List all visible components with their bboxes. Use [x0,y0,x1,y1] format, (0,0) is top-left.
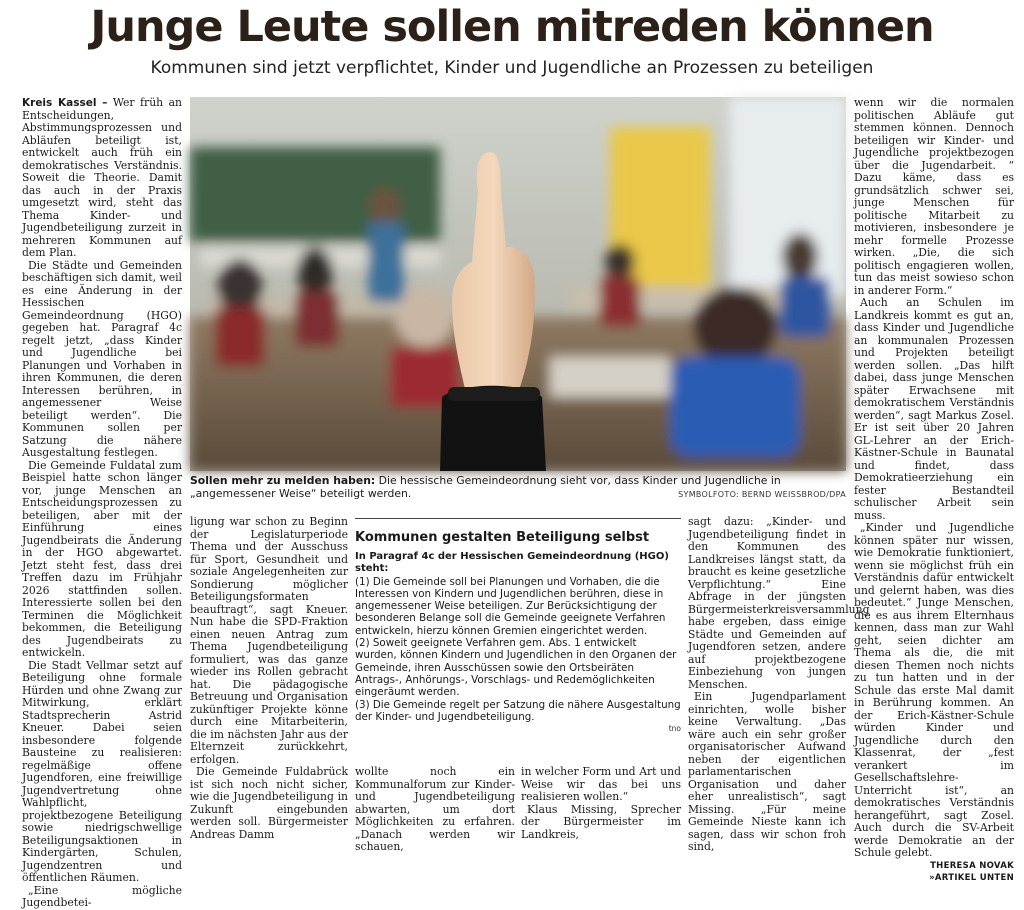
paragraph: „Kinder und Jugendliche können später nur wissen, wie Demokratie funktioniert, wenn sie möglichst früh ein Verständnis dafür entwickelt und gelernt haben, was dies bedeutet.“ Junge Menschen, die es aus ihrem Elternhaus kennen, dass man zur Wahl geht, seien dichter am Thema als die, die mit diesen Themen noch nichts zu tun hatten und in der Schule das erste Mal damit in Berührung kommen. An der Erich-Kästner-Schule würden Kinder und Jugendliche durch den Klassenrat, der „fest verankert im Gesellschaftslehre-Unterricht ist“, an demokratisches Verständnis herangeführt, sagt Zosel. Auch durch die SV-Arbeit werde Demokratie an der Schule gelebt. [854,521,1014,859]
paragraph: Klaus Missing, Sprecher der Bürgermeister im Landkreis, [521,802,681,841]
column-5 [688,515,870,853]
photo-credit: SYMBOLFOTO: BERND WEISSBROD/DPA [678,490,846,499]
paragraph: Die Städte und Gemeinden beschäftigen sich damit, weil es eine Änderung in der Hessischen Gemeindeordnung (HGO) gegeben hat. Paragraf 4c regelt jetzt, „dass Kinder und Jugendliche bei Planungen und Vorhaben in ihren Kommunen, die deren Interessen berühren, in angemessener Weise beteiligt werden“. Die Kommunen sollen per Satzung die nähere Ausgestaltung festlegen. [22,258,182,459]
infobox-title: Kommunen gestalten Beteiligung selbst [355,530,650,545]
subheadline: Kommunen sind jetzt verpflichtet, Kinder und Jugendliche an Prozessen zu beteiligen [150,58,874,78]
paragraph: in welcher Form und Art und Weise wir das bei uns realisieren wollen.“ [521,765,681,803]
paragraph: sagt dazu: „Kinder- und Jugendbeteiligung findet in den Kommunen des Landkreises längst statt, da braucht es keine gesetzliche Verpflichtung.“ Eine Abfrage in der jüngsten Bürgermeisterkreisversammlung habe ergeben, dass einige Städte und Gemeinden auf Jugendforen setzen, andere auf projektbezogene Einbeziehung von jungen Menschen. [688,515,870,691]
column-4 [521,765,681,841]
column-6 [854,96,1014,883]
infobox-item: (2) Soweit geeignete Verfahren gem. Abs. 1 entwickelt wurden, können Kindern und Jugendlichen in den Organen der Gemeinde, ihren Ausschüssen sowie den Ortsbeiräten Antrags-, Anhörungs-, Vorschlags- und Redemöglichkeiten eingeräumt werden. [355,637,677,699]
dateline: Kreis Kassel – [22,97,108,109]
classroom-raised-hand-image [190,97,846,471]
caption-text: Die hessische Gemeindeordnung sieht vor, dass Kinder und Jugendliche in „angemessener Weise“ beteiligt werden. [190,474,781,500]
article-photo [190,97,846,471]
column-2 [190,515,348,841]
author-name: THERESA NOVAK [930,860,1014,871]
infobox-author: tno [668,724,681,733]
paragraph: wenn wir die normalen politischen Abläufe gut stemmen können. Dennoch beteiligen wir Kinder- und Jugendliche projektbezogen über die Jugendarbeit. “ Dazu käme, dass es grundsätzlich schwer sei, junge Menschen für politische Mitarbeit zu motivieren, insbesondere je mehr formelle Prozesse wirken. „Die, die sich politisch engagieren wollen, tun das meist sowieso schon in anderer Form.“ [854,96,1014,297]
paragraph: wollte noch ein Kommunalforum zur Kinder- und Jugendbeteiligung abwarten, um dort Möglichkeiten zu erfahren. „Danach werden wir schauen, [355,765,515,853]
paragraph: Ein Jugendparlament einrichten, wolle bisher keine Verwaltung. „Das wäre auch ein sehr großer organisatorischer Aufwand neben der eigentlichen parlamentarischen Organisation und daher eher unrealistisch“, sagt Missing. „Für meine Gemeinde Nieste kann ich sagen, dass wir schon froh sind, [688,690,846,853]
column-3 [355,765,515,853]
paragraph: Kreis Kassel – Wer früh an Entscheidungen, Abstimmungsprozessen und Abläufen beteiligt ist, entwickelt auch früh ein demokratisches Verständnis. Soweit die Theorie. Damit das auch in der Praxis umgesetzt wird, steht das Thema Kinder- und Jugendbeteiligung zurzeit in mehreren Kommunen auf dem Plan. [22,96,182,259]
paragraph: ligung war schon zu Beginn der Legislaturperiode Thema und der Ausschuss für Sport, Gesundheit und soziale Angelegenheiten zur Sondierung möglicher Beteiligungsformaten beauftragt“, sagt Kneuer. Nun habe die SPD-Fraktion einen neuen Antrag zum Thema Jugendbeteiligung formuliert, was das ganze wieder ins Rollen gebracht hat. Die pädagogische Betreuung und Organisation zukünftiger Projekte könne durch eine Mitarbeiterin, die im nächsten Jahr aus der Elternzeit zurückkehrt, erfolgen. [190,515,348,766]
paragraph: Die Gemeinde Fuldabrück ist sich noch nicht sicher, wie die Jugendbeteiligung in Zukunft eingebunden werden soll. Bürgermeister Andreas Damm [190,765,348,841]
paragraph: Die Stadt Vellmar setzt auf Beteiligung ohne formale Hürden und ohne Zwang zur Mitwirkung, erklärt Stadtsprecherin Astrid Kneuer. Dabei seien insbesondere folgende Bausteine zu realisieren: regelmäßige offene Jugendforen, eine freiwillige Jugendvertretung ohne Wahlpflicht, projektbezogene Beteiligung sowie niedrigschwellige Beteiligungsaktionen in Kindergärten, Schulen, Jugendzentren und öffentlichen Räumen. [22,658,182,884]
infobox [355,518,681,749]
infobox-item: (3) Die Gemeinde regelt per Satzung die nähere Ausgestaltung der Kinder- und Jugendbeteiligung. [355,698,681,723]
paragraph: Die Gemeinde Fuldatal zum Beispiel hatte schon länger vor, junge Menschen an Entscheidungsprozessen zu beteiligen, aber mit der Einführung eines Jugendbeirats die Änderung in der HGO abgewartet. Jetzt steht fest, dass drei Treffen dazu im Frühjahr 2026 stattfinden sollen. Interessierte sollen bei den Terminen die Möglichkeit bekommen, die Beteiligung des Jugendbeirats zu entwickeln. [22,458,182,659]
infobox-intro: In Paragraf 4c der Hessischen Gemeindeordnung (HGO) steht: [355,551,669,575]
infobox-body [355,576,681,724]
column-1 [22,96,182,909]
paragraph: „Eine mögliche Jugendbetei- [22,883,182,909]
paragraph: Auch an Schulen im Landkreis kommt es gut an, dass Kinder und Jugendliche an kommunalen Prozessen und Projekten beteiligt werden sollen. „Das hilft dabei, dass junge Menschen später Erwachsene mit demokratischem Verständnis werden“, sagt Markus Zosel. Er ist seit über 20 Jahren GL-Lehrer an der Erich-Kästner-Schule in Baunatal und findet, dass Demokratieerziehung ein fester Bestandteil schulischer Arbeit sein muss. [854,296,1014,522]
headline: Junge Leute sollen mitreden können [90,2,934,52]
caption-lead: Sollen mehr zu melden haben: [190,474,376,487]
infobox-item: (1) Die Gemeinde soll bei Planungen und Vorhaben, die die Interessen von Kindern und Jugendlichen berühren, diese in angemessener Weise beteiligen. Zur Berücksichtigung der besonderen Belange soll die Gemeinde geeignete Verfahren entwickeln, hierzu können Gremien eingerichtet werden. [355,575,666,637]
continue-link[interactable]: »ARTIKEL UNTEN [929,873,1014,883]
